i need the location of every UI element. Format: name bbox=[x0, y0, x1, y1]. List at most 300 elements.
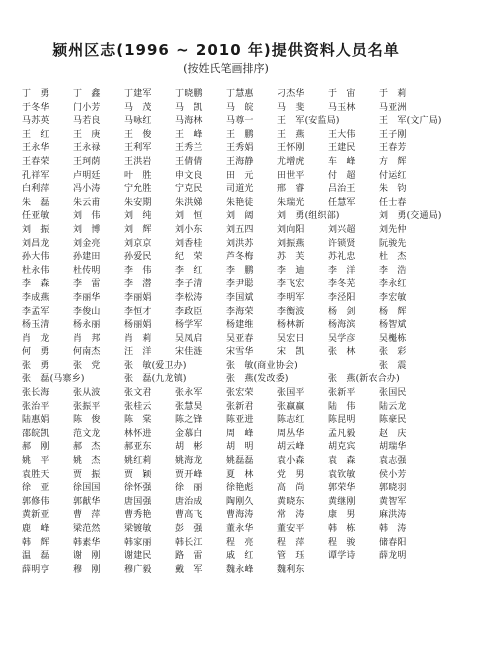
person-name: 朱艳徒 bbox=[226, 197, 254, 208]
person-name: 穆 刚 bbox=[73, 564, 101, 575]
name-row bbox=[22, 319, 430, 333]
person-name: 王 庚 bbox=[73, 129, 101, 140]
person-name: 袁胜天 bbox=[22, 469, 50, 480]
person-name: 温 磊 bbox=[22, 551, 50, 562]
person-name: 张 敏(商业协会) bbox=[226, 360, 298, 371]
person-name: 杨学军 bbox=[175, 320, 203, 331]
name-row bbox=[22, 197, 430, 211]
person-name: 孙大伟 bbox=[22, 252, 50, 263]
person-name: 何南杰 bbox=[73, 347, 101, 358]
person-name: 王 军(文广局) bbox=[379, 116, 442, 127]
person-name: 路 雷 bbox=[175, 551, 203, 562]
person-name: 司道光 bbox=[226, 184, 254, 195]
person-name: 马尊一 bbox=[226, 116, 254, 127]
person-name: 黄晓东 bbox=[277, 496, 305, 507]
person-name: 丁晓鹏 bbox=[175, 89, 203, 99]
person-name: 吴櫆栋 bbox=[379, 333, 407, 344]
person-name: 贾 颖 bbox=[124, 469, 152, 480]
person-name: 卢明廷 bbox=[73, 170, 101, 181]
name-row bbox=[22, 238, 430, 252]
person-name: 刘振燕 bbox=[277, 238, 305, 249]
person-name: 邵皖凯 bbox=[22, 428, 50, 439]
person-name: 吴亚春 bbox=[226, 333, 254, 344]
person-name: 芦冬梅 bbox=[226, 252, 254, 263]
person-name: 张新君 bbox=[226, 401, 254, 412]
person-name: 王 军(安监局) bbox=[277, 116, 340, 127]
person-name: 程 萍 bbox=[277, 537, 305, 548]
person-name: 田世平 bbox=[277, 170, 305, 181]
person-name: 陆惠娟 bbox=[22, 415, 50, 426]
person-name: 张 磊(九龙镇) bbox=[124, 374, 187, 385]
person-name: 魏永峰 bbox=[226, 564, 254, 575]
person-name: 郝亚东 bbox=[124, 442, 152, 453]
person-name: 陈 棠 bbox=[124, 415, 152, 426]
person-name: 麻洪涛 bbox=[379, 510, 407, 521]
person-name: 肖 邦 bbox=[73, 333, 101, 344]
person-name: 孟凡毅 bbox=[328, 428, 356, 439]
name-row bbox=[22, 360, 430, 374]
person-name: 马 茂 bbox=[124, 102, 152, 113]
person-name: 杨海滨 bbox=[328, 320, 356, 331]
person-name: 王怀刚 bbox=[277, 143, 305, 154]
person-name: 戴 军 bbox=[175, 564, 203, 575]
person-name: 刘 辉 bbox=[124, 224, 152, 235]
name-row bbox=[22, 346, 430, 360]
person-name: 谭学诗 bbox=[328, 551, 356, 562]
person-name: 陆 伟 bbox=[328, 401, 356, 412]
name-row bbox=[22, 564, 430, 578]
person-name: 张赢赢 bbox=[277, 401, 305, 412]
person-name: 肖 莉 bbox=[124, 333, 152, 344]
name-row bbox=[22, 156, 430, 170]
person-name: 刘 恒 bbox=[175, 211, 203, 222]
person-name: 张治平 bbox=[22, 401, 50, 412]
name-row bbox=[22, 428, 430, 442]
person-name: 陈志红 bbox=[277, 415, 305, 426]
person-name: 赵 庆 bbox=[379, 428, 407, 439]
person-name: 周丛华 bbox=[277, 428, 305, 439]
person-name: 李俊山 bbox=[73, 306, 101, 317]
person-name: 孙建田 bbox=[73, 252, 101, 263]
name-row bbox=[22, 306, 430, 320]
person-name: 韩家丽 bbox=[124, 537, 152, 548]
person-name: 孔祥军 bbox=[22, 170, 50, 181]
person-name: 杜永伟 bbox=[22, 265, 50, 276]
person-name: 康 男 bbox=[328, 510, 356, 521]
person-name: 袁钦敏 bbox=[328, 469, 356, 480]
person-name: 张宏荣 bbox=[226, 388, 254, 399]
person-name: 李子清 bbox=[175, 279, 203, 290]
person-name: 李 伟 bbox=[124, 265, 152, 276]
person-name: 程 亮 bbox=[226, 537, 254, 548]
person-name: 张 燕(新农合办) bbox=[328, 374, 400, 385]
person-name: 李衡波 bbox=[277, 306, 305, 317]
person-name: 王 燕 bbox=[277, 129, 305, 140]
person-name: 吴学彦 bbox=[328, 333, 356, 344]
person-name: 刘香桂 bbox=[175, 238, 203, 249]
person-name: 丁 鑫 bbox=[73, 89, 101, 99]
person-name: 吴凤启 bbox=[175, 333, 203, 344]
name-row bbox=[22, 102, 430, 116]
person-name: 陈之锋 bbox=[175, 415, 203, 426]
person-name: 马玉林 bbox=[328, 102, 356, 113]
person-name: 方 辉 bbox=[379, 156, 407, 167]
person-name: 董安平 bbox=[277, 524, 305, 534]
person-name: 任亚敏 bbox=[22, 211, 50, 222]
person-name: 王珂荫 bbox=[73, 156, 101, 167]
person-name: 金慕白 bbox=[175, 428, 203, 439]
person-name: 胡 彬 bbox=[175, 442, 203, 453]
person-name: 李丽华 bbox=[73, 292, 101, 303]
person-name: 董永华 bbox=[226, 524, 254, 534]
person-name: 张 勇 bbox=[22, 360, 50, 371]
name-row bbox=[22, 183, 430, 197]
person-name: 胡瑞华 bbox=[379, 442, 407, 453]
name-row bbox=[22, 414, 430, 428]
person-name: 丁慧惠 bbox=[226, 89, 254, 99]
person-name: 刘向阳 bbox=[277, 224, 305, 235]
name-row bbox=[22, 265, 430, 279]
page-subtitle: (按姓氏笔画排序) bbox=[183, 62, 269, 75]
name-row bbox=[22, 455, 430, 469]
person-name: 付运红 bbox=[379, 170, 407, 181]
name-row bbox=[22, 115, 442, 129]
person-name: 杨智斌 bbox=[379, 320, 407, 331]
person-name: 王建民 bbox=[328, 143, 356, 154]
person-name: 刘五四 bbox=[226, 224, 254, 235]
person-name: 李 迪 bbox=[277, 265, 305, 276]
person-name: 王利军 bbox=[124, 143, 152, 154]
person-name: 马亚洲 bbox=[379, 102, 407, 113]
person-name: 陈豪民 bbox=[379, 415, 407, 426]
person-name: 宁克民 bbox=[175, 184, 203, 195]
person-name: 张从波 bbox=[73, 388, 101, 399]
person-name: 王洪岩 bbox=[124, 156, 152, 167]
person-name: 韩素华 bbox=[73, 537, 101, 548]
person-name: 夏 林 bbox=[226, 469, 254, 480]
person-name: 袁志强 bbox=[379, 456, 407, 467]
person-name: 李 浩 bbox=[379, 265, 407, 276]
person-name: 李 洋 bbox=[328, 265, 356, 276]
person-name: 于 莉 bbox=[379, 89, 407, 99]
person-name: 刘 勇(交通局) bbox=[379, 211, 442, 222]
person-name: 李政臣 bbox=[175, 306, 203, 317]
person-name: 刘 勇(组织部) bbox=[277, 211, 340, 222]
person-name: 丁 勇 bbox=[22, 89, 50, 99]
person-name: 刘 阔 bbox=[226, 211, 254, 222]
person-name: 刘 博 bbox=[73, 224, 101, 235]
person-name: 李 潜 bbox=[124, 279, 152, 290]
person-name: 管 珏 bbox=[277, 551, 305, 562]
person-name: 刘京京 bbox=[124, 238, 152, 249]
person-name: 孙爱民 bbox=[124, 252, 152, 263]
page-title: 颍州区志(1996 ~ 2010 年)提供资料人员名单 bbox=[52, 41, 400, 59]
person-name: 魏利东 bbox=[277, 564, 305, 575]
person-name: 张国平 bbox=[277, 388, 305, 399]
person-name: 储春阳 bbox=[379, 537, 407, 548]
person-name: 刘兴超 bbox=[328, 224, 356, 235]
person-name: 李 红 bbox=[175, 265, 203, 276]
person-name: 陆云龙 bbox=[379, 401, 407, 412]
person-name: 邢 睿 bbox=[277, 184, 305, 195]
person-name: 张 林 bbox=[328, 347, 356, 358]
person-name: 刘小东 bbox=[175, 224, 203, 235]
name-row bbox=[22, 278, 430, 292]
person-name: 马咏红 bbox=[124, 116, 152, 127]
person-name: 张 震 bbox=[379, 360, 407, 371]
person-name: 李泾阳 bbox=[328, 292, 356, 303]
person-name: 黄继刚 bbox=[328, 496, 356, 507]
person-name: 胡克宾 bbox=[328, 442, 356, 453]
person-name: 高 尚 bbox=[277, 483, 305, 494]
person-name: 王春芳 bbox=[379, 143, 407, 154]
name-row bbox=[22, 129, 430, 143]
name-row bbox=[22, 224, 430, 238]
person-name: 梁镀敏 bbox=[124, 524, 152, 534]
person-name: 杨 辉 bbox=[379, 306, 407, 317]
person-name: 袁小森 bbox=[277, 456, 305, 467]
person-name: 林怀进 bbox=[124, 428, 152, 439]
person-name: 黄新亚 bbox=[22, 510, 50, 521]
person-name: 李海荣 bbox=[226, 306, 254, 317]
person-name: 任慧军 bbox=[328, 197, 356, 208]
name-row bbox=[22, 550, 430, 564]
person-name: 王秀兰 bbox=[175, 143, 203, 154]
person-name: 郭荣华 bbox=[328, 483, 356, 494]
person-name: 李飞宏 bbox=[277, 279, 305, 290]
person-name: 刘 振 bbox=[22, 224, 50, 235]
name-row bbox=[22, 469, 430, 483]
person-name: 周 峰 bbox=[226, 428, 254, 439]
person-name: 刘昌龙 bbox=[22, 238, 50, 249]
person-name: 姚 平 bbox=[22, 456, 50, 467]
name-row bbox=[22, 537, 430, 551]
person-name: 马苏英 bbox=[22, 116, 50, 127]
name-list bbox=[22, 88, 442, 577]
person-name: 黄智军 bbox=[379, 496, 407, 507]
person-name: 马 皖 bbox=[226, 102, 254, 113]
person-name: 王海静 bbox=[226, 156, 254, 167]
person-name: 徐 亚 bbox=[22, 483, 50, 494]
name-row bbox=[22, 387, 430, 401]
person-name: 徐怀强 bbox=[124, 483, 152, 494]
person-name: 李 森 bbox=[22, 279, 50, 290]
person-name: 姚磊磊 bbox=[226, 456, 254, 467]
person-name: 张慧昊 bbox=[175, 401, 203, 412]
name-row bbox=[22, 401, 430, 415]
name-row bbox=[22, 482, 430, 496]
person-name: 李冬芜 bbox=[328, 279, 356, 290]
person-name: 何 勇 bbox=[22, 347, 50, 358]
person-name: 曹 萍 bbox=[73, 510, 101, 521]
person-name: 叶 胜 bbox=[124, 170, 152, 181]
person-name: 梁范然 bbox=[73, 524, 101, 534]
person-name: 陈亚进 bbox=[226, 415, 254, 426]
person-name: 李宏敏 bbox=[379, 292, 407, 303]
person-name: 于 宙 bbox=[328, 89, 356, 99]
person-name: 马若良 bbox=[73, 116, 101, 127]
person-name: 刘 纯 bbox=[124, 211, 152, 222]
person-name: 杜 杰 bbox=[379, 252, 407, 263]
name-row bbox=[22, 88, 430, 102]
person-name: 杨建维 bbox=[226, 320, 254, 331]
person-name: 宋雪华 bbox=[226, 347, 254, 358]
person-name: 韩 涛 bbox=[379, 524, 407, 534]
person-name: 穆广毅 bbox=[124, 564, 152, 575]
person-name: 韩 栋 bbox=[328, 524, 356, 534]
person-name: 马 斐 bbox=[277, 102, 305, 113]
person-name: 郭晓羽 bbox=[379, 483, 407, 494]
person-name: 王 红 bbox=[22, 129, 50, 140]
person-name: 李 鹏 bbox=[226, 265, 254, 276]
person-name: 杨丽娟 bbox=[124, 320, 152, 331]
person-name: 谢建民 bbox=[124, 551, 152, 562]
name-row bbox=[22, 210, 442, 224]
person-name: 马海林 bbox=[175, 116, 203, 127]
person-name: 韩长江 bbox=[175, 537, 203, 548]
person-name: 程 骏 bbox=[328, 537, 356, 548]
person-name: 刘洪苏 bbox=[226, 238, 254, 249]
person-name: 李松涛 bbox=[175, 292, 203, 303]
person-name: 杨林新 bbox=[277, 320, 305, 331]
person-name: 鹿 峰 bbox=[22, 524, 50, 534]
name-row bbox=[22, 373, 430, 387]
person-name: 吴宏日 bbox=[277, 333, 305, 344]
person-name: 曹秀艳 bbox=[124, 510, 152, 521]
person-name: 朱 磊 bbox=[22, 197, 50, 208]
person-name: 苏 芙 bbox=[277, 252, 305, 263]
person-name: 李 雷 bbox=[73, 279, 101, 290]
person-name: 张新平 bbox=[328, 388, 356, 399]
person-name: 丁建军 bbox=[124, 89, 152, 99]
person-name: 朱瑞光 bbox=[277, 197, 305, 208]
person-name: 张 党 bbox=[73, 360, 101, 371]
person-name: 张振平 bbox=[73, 401, 101, 412]
person-name: 张 磊(马寨乡) bbox=[22, 374, 85, 385]
person-name: 曹海涛 bbox=[226, 510, 254, 521]
person-name: 曹高飞 bbox=[175, 510, 203, 521]
person-name: 姚海龙 bbox=[175, 456, 203, 467]
person-name: 张 彩 bbox=[379, 347, 407, 358]
person-name: 姚红莉 bbox=[124, 456, 152, 467]
person-name: 张 燕(发改委) bbox=[226, 374, 289, 385]
name-row bbox=[22, 292, 430, 306]
person-name: 侯小芳 bbox=[379, 469, 407, 480]
person-name: 贾 振 bbox=[73, 469, 101, 480]
person-name: 王 鹏 bbox=[226, 129, 254, 140]
person-name: 李尹聪 bbox=[226, 279, 254, 290]
person-name: 于冬华 bbox=[22, 102, 50, 113]
person-name: 张长海 bbox=[22, 388, 50, 399]
person-name: 戚 红 bbox=[226, 551, 254, 562]
person-name: 谢 刚 bbox=[73, 551, 101, 562]
person-name: 张国民 bbox=[379, 388, 407, 399]
person-name: 朱 钧 bbox=[379, 184, 407, 195]
name-row bbox=[22, 523, 430, 537]
person-name: 刘 伟 bbox=[73, 211, 101, 222]
name-row bbox=[22, 251, 430, 265]
person-name: 王秀娟 bbox=[226, 143, 254, 154]
person-name: 马 凯 bbox=[175, 102, 203, 113]
person-name: 白利萍 bbox=[22, 184, 50, 195]
person-name: 王永禄 bbox=[73, 143, 101, 154]
person-name: 朱安期 bbox=[124, 197, 152, 208]
person-name: 徐艳彪 bbox=[226, 483, 254, 494]
person-name: 郭献华 bbox=[73, 496, 101, 507]
name-row bbox=[22, 333, 430, 347]
person-name: 李成燕 bbox=[22, 292, 50, 303]
person-name: 徐 丽 bbox=[175, 483, 203, 494]
person-name: 李恒才 bbox=[124, 306, 152, 317]
person-name: 贾开峰 bbox=[175, 469, 203, 480]
person-name: 彭 强 bbox=[175, 524, 203, 534]
person-name: 宁允胜 bbox=[124, 184, 152, 195]
person-name: 党 男 bbox=[277, 469, 305, 480]
person-name: 胡云峰 bbox=[277, 442, 305, 453]
name-row bbox=[22, 509, 430, 523]
person-name: 王倩倩 bbox=[175, 156, 203, 167]
person-name: 陈昆明 bbox=[328, 415, 356, 426]
person-name: 唐治成 bbox=[175, 496, 203, 507]
person-name: 刘先仲 bbox=[379, 224, 407, 235]
person-name: 张桂云 bbox=[124, 401, 152, 412]
name-row bbox=[22, 496, 430, 510]
person-name: 冯小涛 bbox=[73, 184, 101, 195]
person-name: 李丽娟 bbox=[124, 292, 152, 303]
person-name: 陶刚久 bbox=[226, 496, 254, 507]
name-row bbox=[22, 170, 430, 184]
person-name: 唐国强 bbox=[124, 496, 152, 507]
person-name: 王 俊 bbox=[124, 129, 152, 140]
person-name: 郝 刚 bbox=[22, 442, 50, 453]
person-name: 薛龙明 bbox=[379, 551, 407, 562]
person-name: 韩 辉 bbox=[22, 537, 50, 548]
person-name: 汪 洋 bbox=[124, 347, 152, 358]
person-name: 薛明亨 bbox=[22, 564, 50, 575]
person-name: 杨永丽 bbox=[73, 320, 101, 331]
person-name: 杨玉清 bbox=[22, 320, 50, 331]
person-name: 门小芳 bbox=[73, 102, 101, 113]
person-name: 李国斌 bbox=[226, 292, 254, 303]
person-name: 宋 凯 bbox=[277, 347, 305, 358]
person-name: 苏礼忠 bbox=[328, 252, 356, 263]
person-name: 王子刚 bbox=[379, 129, 407, 140]
person-name: 杜传明 bbox=[73, 265, 101, 276]
person-name: 张文君 bbox=[124, 388, 152, 399]
person-name: 陈 俊 bbox=[73, 415, 101, 426]
person-name: 李永红 bbox=[379, 279, 407, 290]
person-name: 车 峰 bbox=[328, 156, 356, 167]
person-name: 徐国国 bbox=[73, 483, 101, 494]
person-name: 王永华 bbox=[22, 143, 50, 154]
person-name: 朱洪娣 bbox=[175, 197, 203, 208]
person-name: 肖 龙 bbox=[22, 333, 50, 344]
person-name: 袁 森 bbox=[328, 456, 356, 467]
person-name: 张永军 bbox=[175, 388, 203, 399]
person-name: 李孟军 bbox=[22, 306, 50, 317]
person-name: 王 峰 bbox=[175, 129, 203, 140]
person-name: 宋佳涟 bbox=[175, 347, 203, 358]
person-name: 付 超 bbox=[328, 170, 356, 181]
person-name: 张 敏(爱卫办) bbox=[124, 360, 187, 371]
person-name: 吕治王 bbox=[328, 184, 356, 195]
person-name: 纪 荣 bbox=[175, 252, 203, 263]
person-name: 郝 杰 bbox=[73, 442, 101, 453]
person-name: 刘金亮 bbox=[73, 238, 101, 249]
person-name: 王大伟 bbox=[328, 129, 356, 140]
person-name: 范文龙 bbox=[73, 428, 101, 439]
person-name: 田 元 bbox=[226, 170, 254, 181]
